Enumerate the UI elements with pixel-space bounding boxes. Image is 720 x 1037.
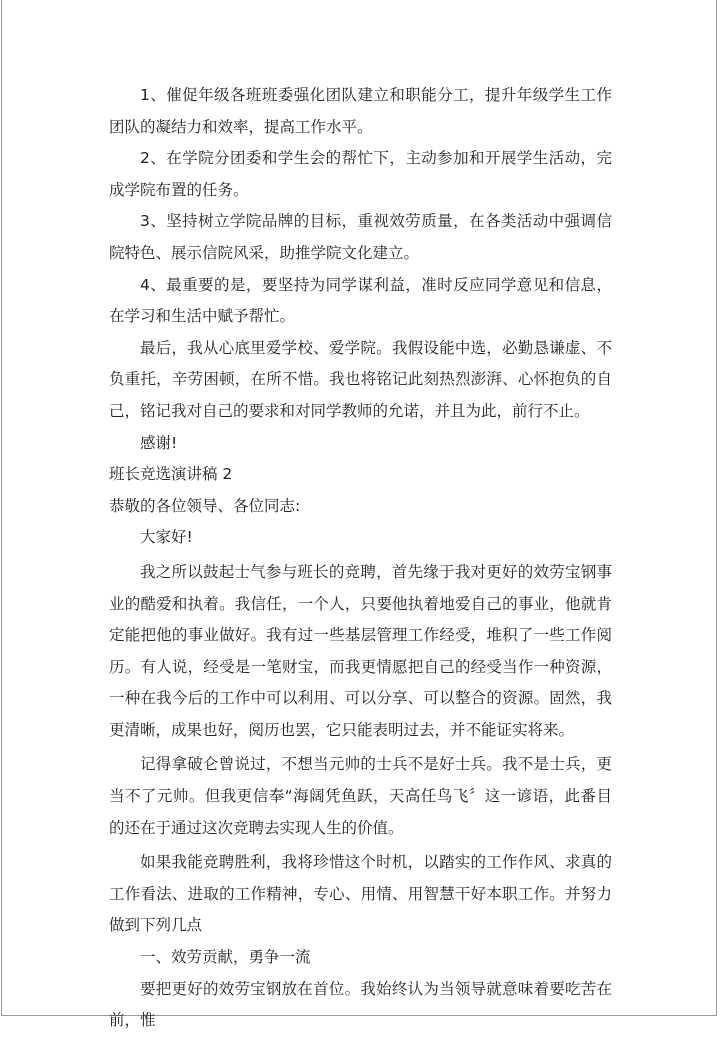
paragraph-service: 要把更好的效劳宝钢放在首位。我始终认为当领导就意味着要吃苦在前，惟 xyxy=(109,979,612,1030)
paragraph-napoleon: 记得拿破仑曾说过，不想当元帅的士兵不是好士兵。我不是士兵，更当不了元帅。但我更信奉“海阔凭鱼跃，天高任鸟飞〞这一谚语，此番目的还在于通过这次竞聘去实现人生的价值。 xyxy=(109,755,612,837)
paragraph-5: 最后，我从心底里爱学校、爱学院。我假设能中选，必勤恳谦虚、不负重托，辛劳困顿，在所不惜。我也将铭记此刻热烈澎湃、心怀抱负的自己，铭记我对自己的要求和对同学教师的允诺，并且为此，前行不止。 xyxy=(109,338,612,420)
paragraph-1: 1、催促年级各班班委强化团队建立和职能分工，提升年级学生工作团队的凝结力和效率，提高工作水平。 xyxy=(109,86,612,136)
paragraph-thanks: 感谢! xyxy=(140,433,178,452)
paragraph-motivation: 我之所以鼓起士气参与班长的竞聘，首先缘于我对更好的效劳宝钢事业的酷爱和执着。我信任，一个人，只要他执着地爱自己的事业，他就肯定能把他的事业做好。我有过一些基层管理工作经受，堆积了一些工作阅历。有人说，经受是一笔财宝，而我更情愿把自己的经受当作一种资源，一种在我今后的工作中可以利用、可以分享、可以整合的资源。固然，我更清晰，成果也好，阅历也罢，它只能表明过去，并不能证实将来。 xyxy=(109,562,612,739)
salutation: 恭敬的各位领导、各位同志: xyxy=(109,496,301,515)
document-body xyxy=(109,80,612,1037)
paragraph-3: 3、坚持树立学院品牌的目标，重视效劳质量，在各类活动中强调信院特色、展示信院风采，助推学院文化建立。 xyxy=(109,212,612,262)
section-title: 班长竞选演讲稿 2 xyxy=(109,465,233,484)
paragraph-4: 4、最重要的是，要坚持为同学谋利益，准时反应同学意见和信息，在学习和生活中赋予帮忙。 xyxy=(109,275,612,326)
paragraph-commitment: 如果我能竞聘胜利，我将珍惜这个时机，以踏实的工作作风、求真的工作看法、进取的工作精神，专心、用情、用智慧干好本职工作。并努力做到下列几点 xyxy=(109,853,612,935)
list-heading-1: 一、效劳贡献，勇争一流 xyxy=(140,948,311,967)
greeting: 大家好! xyxy=(140,528,193,547)
paragraph-2: 2、在学院分团委和学生会的帮忙下，主动参加和开展学生活动，完成学院布置的任务。 xyxy=(109,149,612,199)
